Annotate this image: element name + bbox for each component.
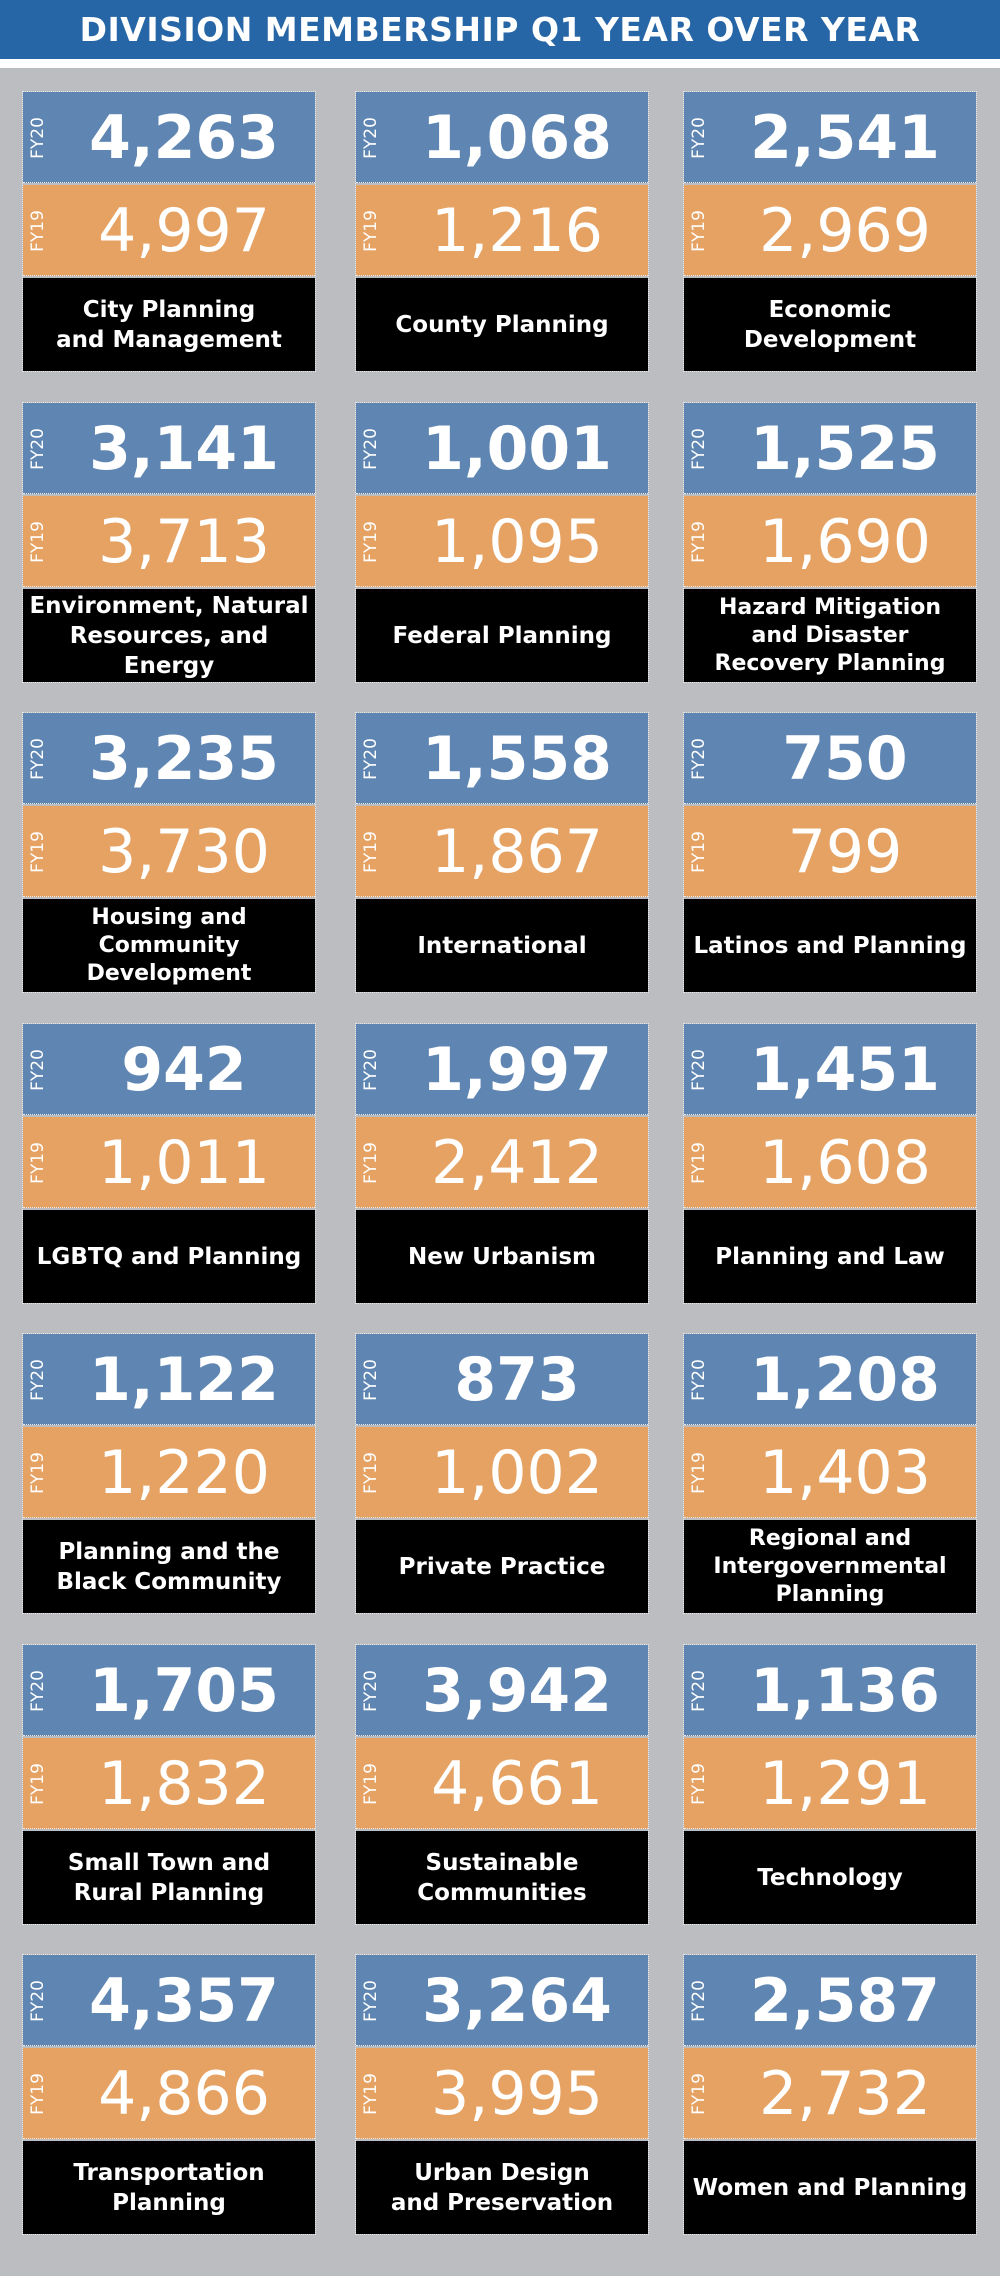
fy19-label: FY19 [28, 520, 49, 563]
fy20-value: 942 [121, 1034, 247, 1105]
fy19-value: 1,220 [98, 1437, 270, 1508]
fy19-value: 2,969 [759, 195, 931, 266]
fy20-label-wrap [686, 713, 712, 804]
fy20-label: FY20 [361, 427, 382, 470]
division-name: City Planning and Management [23, 278, 315, 371]
fy20-value: 1,558 [422, 723, 612, 794]
fy19-label-wrap [358, 806, 384, 897]
fy19-label: FY19 [361, 520, 382, 563]
division-name: Women and Planning [684, 2141, 976, 2234]
fy19-band [23, 496, 315, 587]
fy19-label-wrap [25, 1427, 51, 1518]
fy19-band [23, 1738, 315, 1829]
fy19-label: FY19 [689, 830, 710, 873]
fy20-band [23, 1024, 315, 1115]
division-card [356, 92, 648, 371]
fy20-label: FY20 [28, 1979, 49, 2022]
fy20-band [684, 1955, 976, 2046]
fy19-band [684, 185, 976, 276]
fy20-value: 2,587 [750, 1965, 940, 2036]
fy20-band [356, 1334, 648, 1425]
fy20-value: 2,541 [750, 102, 940, 173]
division-card [356, 403, 648, 682]
fy20-value: 1,208 [750, 1344, 940, 1415]
fy19-label: FY19 [361, 1451, 382, 1494]
fy19-label: FY19 [361, 2072, 382, 2115]
division-name: International [356, 899, 648, 992]
division-card [23, 1024, 315, 1303]
fy19-band [684, 2048, 976, 2139]
fy20-label: FY20 [28, 1358, 49, 1401]
division-card [23, 1645, 315, 1924]
fy20-band [23, 713, 315, 804]
division-name: Planning and Law [684, 1210, 976, 1303]
fy19-label: FY19 [361, 830, 382, 873]
fy19-label-wrap [25, 806, 51, 897]
division-name: Federal Planning [356, 589, 648, 682]
fy19-label-wrap [686, 185, 712, 276]
fy20-band [356, 1024, 648, 1115]
fy19-label: FY19 [689, 2072, 710, 2115]
fy20-band [684, 1645, 976, 1736]
fy19-value: 4,997 [98, 195, 270, 266]
fy20-value: 873 [454, 1344, 580, 1415]
fy19-band [356, 2048, 648, 2139]
fy19-label: FY19 [689, 1451, 710, 1494]
fy20-value: 1,525 [750, 413, 940, 484]
fy19-band [23, 1117, 315, 1208]
fy20-band [684, 92, 976, 183]
fy19-label: FY19 [28, 1141, 49, 1184]
fy19-label: FY19 [28, 1451, 49, 1494]
fy19-band [684, 1738, 976, 1829]
fy19-band [23, 185, 315, 276]
fy20-label-wrap [358, 92, 384, 183]
fy19-label-wrap [25, 185, 51, 276]
fy20-band [356, 403, 648, 494]
fy19-label-wrap [686, 806, 712, 897]
fy19-label-wrap [686, 1738, 712, 1829]
fy19-value: 1,002 [431, 1437, 603, 1508]
fy19-band [356, 1738, 648, 1829]
fy20-label: FY20 [28, 427, 49, 470]
fy19-label-wrap [358, 2048, 384, 2139]
fy20-label-wrap [25, 1955, 51, 2046]
division-card [684, 1955, 976, 2234]
fy19-band [684, 496, 976, 587]
fy20-value: 1,705 [89, 1655, 279, 1726]
fy19-label-wrap [686, 2048, 712, 2139]
division-card [23, 92, 315, 371]
fy19-value: 3,730 [98, 816, 270, 887]
fy20-value: 1,068 [422, 102, 612, 173]
division-name: Technology [684, 1831, 976, 1924]
fy19-band [684, 1427, 976, 1518]
division-card [23, 1955, 315, 2234]
fy20-value: 1,136 [750, 1655, 940, 1726]
fy20-label-wrap [686, 1024, 712, 1115]
fy19-value: 1,867 [431, 816, 603, 887]
division-name: Housing and Community Development [23, 899, 315, 992]
fy20-label: FY20 [689, 116, 710, 159]
division-card [356, 713, 648, 992]
fy19-label-wrap [358, 1427, 384, 1518]
division-card [356, 1645, 648, 1924]
fy19-value: 1,011 [98, 1127, 270, 1198]
division-card [356, 1334, 648, 1613]
division-card [684, 1024, 976, 1303]
fy20-label: FY20 [28, 1669, 49, 1712]
fy20-label-wrap [686, 92, 712, 183]
fy19-value: 1,608 [759, 1127, 931, 1198]
fy19-band [23, 806, 315, 897]
division-name: Urban Design and Preservation [356, 2141, 648, 2234]
fy20-band [356, 1645, 648, 1736]
fy19-value: 4,661 [431, 1748, 603, 1819]
fy20-value: 1,997 [422, 1034, 612, 1105]
division-name: New Urbanism [356, 1210, 648, 1303]
fy19-value: 4,866 [98, 2058, 270, 2129]
fy20-value: 4,357 [89, 1965, 279, 2036]
fy19-label-wrap [25, 496, 51, 587]
fy19-band [356, 1427, 648, 1518]
fy19-label: FY19 [28, 1762, 49, 1805]
fy20-band [356, 1955, 648, 2046]
fy20-label: FY20 [361, 1669, 382, 1712]
fy19-label-wrap [686, 496, 712, 587]
fy20-band [684, 1024, 976, 1115]
fy19-band [684, 1117, 976, 1208]
fy20-label: FY20 [28, 116, 49, 159]
fy20-label: FY20 [689, 737, 710, 780]
fy20-label-wrap [358, 1334, 384, 1425]
fy19-value: 1,095 [431, 506, 603, 577]
fy20-label: FY20 [28, 737, 49, 780]
fy20-label-wrap [686, 1334, 712, 1425]
fy19-label: FY19 [689, 1141, 710, 1184]
fy20-label-wrap [25, 713, 51, 804]
fy20-label: FY20 [361, 1979, 382, 2022]
fy19-value: 2,412 [431, 1127, 603, 1198]
fy19-value: 3,995 [431, 2058, 603, 2129]
fy20-band [356, 713, 648, 804]
page-title: DIVISION MEMBERSHIP Q1 YEAR OVER YEAR [0, 0, 1000, 59]
fy19-label-wrap [358, 185, 384, 276]
fy20-band [684, 1334, 976, 1425]
fy19-band [356, 1117, 648, 1208]
fy19-label-wrap [358, 496, 384, 587]
fy20-label-wrap [25, 1645, 51, 1736]
division-name: Sustainable Communities [356, 1831, 648, 1924]
fy19-band [356, 496, 648, 587]
fy20-band [684, 713, 976, 804]
fy19-label: FY19 [361, 1141, 382, 1184]
fy20-band [356, 92, 648, 183]
fy20-value: 750 [782, 723, 908, 794]
division-card [23, 403, 315, 682]
fy20-value: 4,263 [89, 102, 279, 173]
fy20-value: 1,122 [89, 1344, 279, 1415]
fy19-label-wrap [358, 1738, 384, 1829]
fy20-label-wrap [358, 1645, 384, 1736]
fy20-label-wrap [358, 713, 384, 804]
division-card [684, 92, 976, 371]
fy20-label-wrap [25, 1024, 51, 1115]
fy19-value: 1,291 [759, 1748, 931, 1819]
fy20-value: 3,264 [422, 1965, 612, 2036]
division-name: County Planning [356, 278, 648, 371]
fy20-label: FY20 [361, 737, 382, 780]
fy19-value: 1,216 [431, 195, 603, 266]
fy19-label: FY19 [361, 209, 382, 252]
division-card [684, 713, 976, 992]
fy20-band [23, 1955, 315, 2046]
fy20-band [23, 1334, 315, 1425]
fy20-label: FY20 [689, 1979, 710, 2022]
fy19-label-wrap [25, 1117, 51, 1208]
division-name: Small Town and Rural Planning [23, 1831, 315, 1924]
division-card [684, 1334, 976, 1613]
division-name: Private Practice [356, 1520, 648, 1613]
fy19-label-wrap [25, 2048, 51, 2139]
fy20-label: FY20 [689, 1358, 710, 1401]
fy20-label: FY20 [361, 1358, 382, 1401]
fy19-value: 1,403 [759, 1437, 931, 1508]
division-name: Economic Development [684, 278, 976, 371]
fy19-value: 3,713 [98, 506, 270, 577]
division-card [23, 713, 315, 992]
fy20-label-wrap [25, 92, 51, 183]
fy19-label: FY19 [361, 1762, 382, 1805]
fy20-band [684, 403, 976, 494]
fy19-label: FY19 [689, 520, 710, 563]
fy19-value: 1,690 [759, 506, 931, 577]
fy20-label: FY20 [689, 427, 710, 470]
division-card [684, 1645, 976, 1924]
division-name: LGBTQ and Planning [23, 1210, 315, 1303]
fy20-label-wrap [25, 1334, 51, 1425]
fy20-band [23, 1645, 315, 1736]
fy19-value: 1,832 [98, 1748, 270, 1819]
fy19-label: FY19 [28, 209, 49, 252]
fy20-label: FY20 [689, 1669, 710, 1712]
fy20-label: FY20 [361, 1048, 382, 1091]
fy20-label-wrap [686, 403, 712, 494]
fy19-label-wrap [358, 1117, 384, 1208]
fy20-label-wrap [686, 1955, 712, 2046]
fy20-value: 3,141 [89, 413, 279, 484]
fy20-label: FY20 [28, 1048, 49, 1091]
fy20-value: 3,942 [422, 1655, 612, 1726]
division-name: Planning and the Black Community [23, 1520, 315, 1613]
fy20-label-wrap [358, 1024, 384, 1115]
division-name: Transportation Planning [23, 2141, 315, 2234]
division-card [356, 1955, 648, 2234]
fy19-band [356, 806, 648, 897]
fy19-label-wrap [686, 1117, 712, 1208]
fy19-value: 2,732 [759, 2058, 931, 2129]
fy20-value: 1,001 [422, 413, 612, 484]
fy19-label-wrap [25, 1738, 51, 1829]
division-name: Regional and Intergovernmental Planning [684, 1520, 976, 1613]
division-card [23, 1334, 315, 1613]
fy20-label-wrap [358, 403, 384, 494]
fy19-label: FY19 [689, 209, 710, 252]
division-name: Environment, Natural Resources, and Energy [23, 589, 315, 682]
fy19-value: 799 [787, 816, 903, 887]
division-card [684, 403, 976, 682]
fy19-band [23, 1427, 315, 1518]
fy20-label-wrap [25, 403, 51, 494]
fy19-label: FY19 [28, 830, 49, 873]
fy19-band [23, 2048, 315, 2139]
fy20-band [23, 403, 315, 494]
fy20-value: 1,451 [750, 1034, 940, 1105]
fy20-band [23, 92, 315, 183]
fy19-band [684, 806, 976, 897]
fy20-value: 3,235 [89, 723, 279, 794]
fy20-label: FY20 [689, 1048, 710, 1091]
fy19-band [356, 185, 648, 276]
fy19-label-wrap [686, 1427, 712, 1518]
fy20-label: FY20 [361, 116, 382, 159]
division-card [356, 1024, 648, 1303]
fy19-label: FY19 [28, 2072, 49, 2115]
fy20-label-wrap [686, 1645, 712, 1736]
fy19-label: FY19 [689, 1762, 710, 1805]
division-name: Hazard Mitigation and Disaster Recovery Planning [684, 589, 976, 682]
division-name: Latinos and Planning [684, 899, 976, 992]
fy20-label-wrap [358, 1955, 384, 2046]
